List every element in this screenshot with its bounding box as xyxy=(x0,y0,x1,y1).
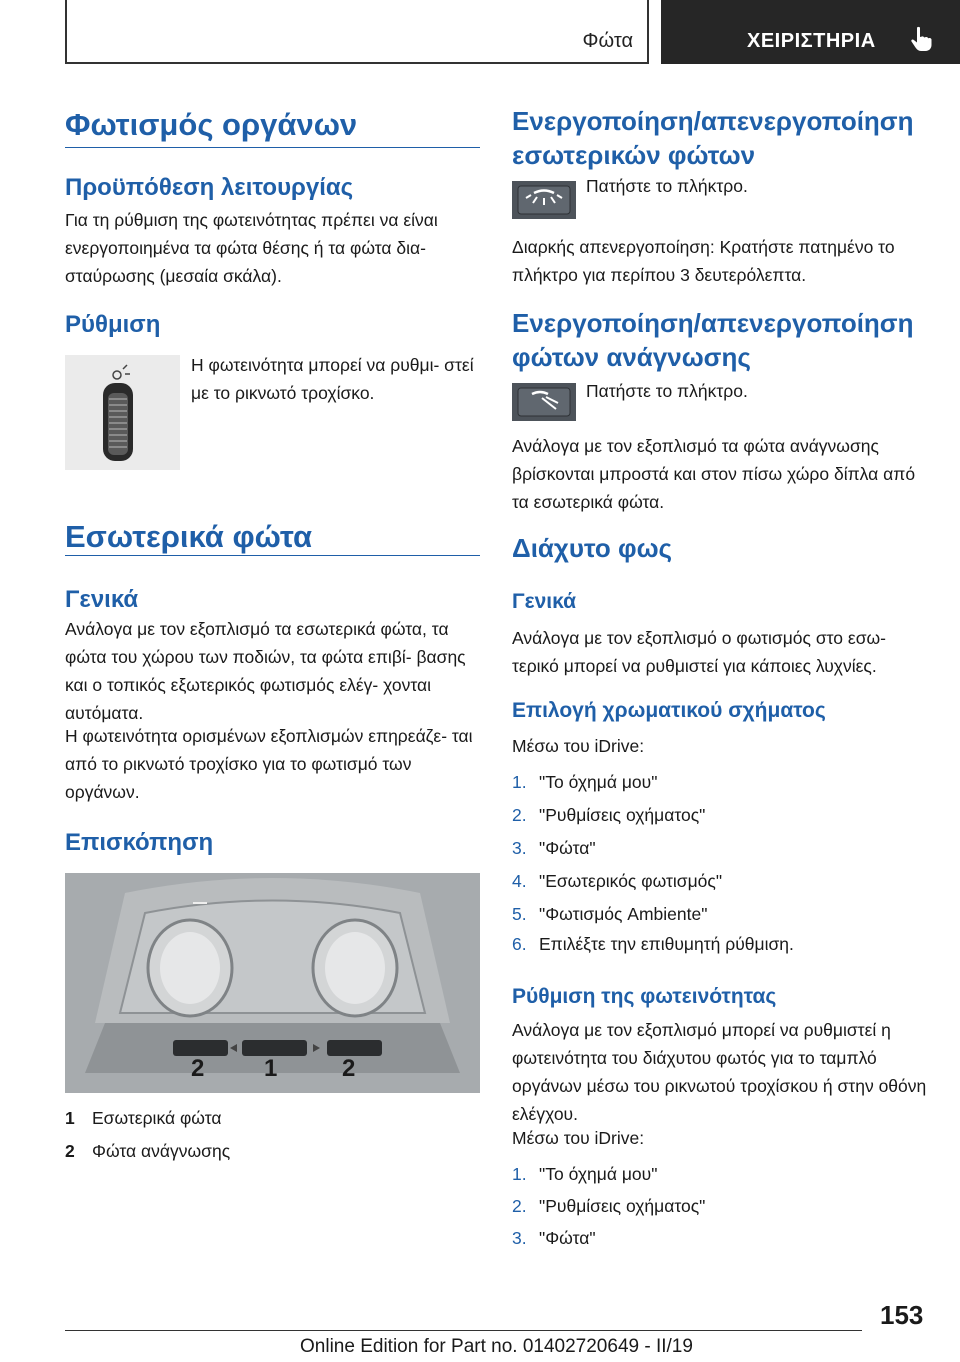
list-number: 3. xyxy=(512,838,527,858)
list-text: "Εσωτερικός φωτισμός" xyxy=(539,871,723,891)
paragraph-general: Ανάλογα με τον εξοπλισμό τα εσωτερικά φώτα, τα φώτα του χώρου των ποδιών, τα φώτα επιβί- βασης και ο τοπικός εξωτερικός φωτισμός ελέγ- χονται αυτόματα. xyxy=(65,619,466,723)
list-number: 1. xyxy=(512,772,527,792)
legend-number: 1 xyxy=(65,1108,75,1128)
paragraph-ambient-general: Ανάλογα με τον εξοπλισμό ο φωτισμός στο εσω- τερικό μπορεί να ρυθμιστεί για κάποιες λυχνίες. xyxy=(512,628,886,676)
legend-text: Εσωτερικά φώτα xyxy=(92,1108,222,1128)
photo-label: 2 xyxy=(342,1055,356,1082)
paragraph-reading-lights: Ανάλογα με τον εξοπλισμό τα φώτα ανάγνωσης βρίσκονται μπροστά και στον πίσω χώρο δίπλα από τα εσωτερικά φώτα. xyxy=(512,436,916,512)
paragraph-prerequisite: Για τη ρύθμιση της φωτεινότητας πρέπει να είναι ενεργοποιημένα τα φώτα θέσης ή τα φώτα δια- σταύρωσης (μεσαία σκάλα). xyxy=(65,210,438,286)
section-title-instrument-lighting: Φωτισμός οργάνων xyxy=(65,107,358,142)
photo-label: 2 xyxy=(191,1055,205,1082)
list-text: Επιλέξτε την επιθυμητή ρύθμιση. xyxy=(539,934,794,954)
interior-light-icon xyxy=(512,181,576,219)
interior-light-button-image xyxy=(512,181,576,219)
list-text: "Ρυθμίσεις οχήματος" xyxy=(539,805,706,825)
paragraph-adjustment: Η φωτεινότητα μπορεί να ρυθμι- στεί με το ρικνωτό τροχίσκο. xyxy=(191,355,474,403)
paragraph-brightness: Ανάλογα με τον εξοπλισμό μπορεί να ρυθμιστεί η φωτεινότητα του διάχυτου φωτός για το ταμπλό οργάνων μέσω του ρικνωτού τροχίσκου ή στην οθόνη ελέγχου. xyxy=(512,1020,927,1124)
footer-edition-text: Online Edition for Part no. 01402720649 - II/19 xyxy=(300,1336,693,1357)
header-chapter-box xyxy=(661,0,960,64)
heading-prerequisite: Προϋπόθεση λειτουργίας xyxy=(65,174,354,201)
list-number: 2. xyxy=(512,1196,527,1216)
list-number: 1. xyxy=(512,1164,527,1184)
thumbwheel-image xyxy=(65,355,180,470)
press-key-instruction: Πατήστε το πλήκτρο. xyxy=(586,381,748,401)
list-text: "Φώτα" xyxy=(539,1228,596,1248)
list-number: 6. xyxy=(512,934,527,954)
thumbwheel-icon xyxy=(65,355,180,470)
section-title-interior-lights: Εσωτερικά φώτα xyxy=(65,519,313,554)
list-number: 4. xyxy=(512,871,527,891)
list-text: "Το όχημά μου" xyxy=(539,772,658,792)
heading-ambient-general: Γενικά xyxy=(512,590,577,613)
paragraph-permanent-off: Διαρκής απενεργοποίηση: Κρατήστε πατημένο το πλήκτρο για περίπου 3 δευτερόλεπτα. xyxy=(512,237,895,285)
reading-light-button-image xyxy=(512,383,576,421)
photo-label: 1 xyxy=(264,1055,278,1082)
heading-color-scheme: Επιλογή χρωματικού σχήματος xyxy=(512,699,826,722)
heading-reading-lights-toggle: Ενεργοποίηση/απενεργοποίηση φώτων ανάγνωσης xyxy=(512,308,914,372)
header-section-box xyxy=(65,0,649,64)
footer-rule xyxy=(65,1330,862,1331)
overview-photo xyxy=(65,873,480,1093)
header-chapter-title: ΧΕΙΡΙΣΤΗΡΙΑ xyxy=(747,30,876,52)
list-number: 5. xyxy=(512,904,527,924)
heading-adjustment: Ρύθμιση xyxy=(65,311,161,338)
list-text: "Ρυθμίσεις οχήματος" xyxy=(539,1196,706,1216)
list-text: "Φώτα" xyxy=(539,838,596,858)
heading-brightness: Ρύθμιση της φωτεινότητας xyxy=(512,985,777,1008)
list-number: 2. xyxy=(512,805,527,825)
hand-pointer-icon xyxy=(909,26,933,52)
heading-interior-lights-toggle: Ενεργοποίηση/απενεργοποίηση εσωτερικών φώτων xyxy=(512,106,914,170)
header-section-title: Φώτα xyxy=(582,30,633,52)
legend-number: 2 xyxy=(65,1141,75,1161)
legend-text: Φώτα ανάγνωσης xyxy=(92,1141,231,1161)
section-rule xyxy=(65,147,480,148)
section-rule xyxy=(65,555,480,556)
via-idrive-label: Μέσω του iDrive: xyxy=(512,1128,645,1148)
via-idrive-label: Μέσω του iDrive: xyxy=(512,736,645,756)
heading-overview: Επισκόπηση xyxy=(65,829,214,856)
list-text: "Φωτισμός Ambiente" xyxy=(539,904,708,924)
press-key-instruction: Πατήστε το πλήκτρο. xyxy=(586,176,748,196)
paragraph-brightness-note: Η φωτεινότητα ορισμένων εξοπλισμών επηρεάζε- ται από το ρικνωτό τροχίσκο για το φωτισμό των οργάνων. xyxy=(65,726,473,802)
list-text: "Το όχημά μου" xyxy=(539,1164,658,1184)
list-number: 3. xyxy=(512,1228,527,1248)
page-number: 153 xyxy=(880,1300,924,1330)
reading-light-icon xyxy=(512,383,576,421)
heading-ambient-light: Διάχυτο φως xyxy=(512,533,673,563)
heading-general: Γενικά xyxy=(65,586,139,613)
